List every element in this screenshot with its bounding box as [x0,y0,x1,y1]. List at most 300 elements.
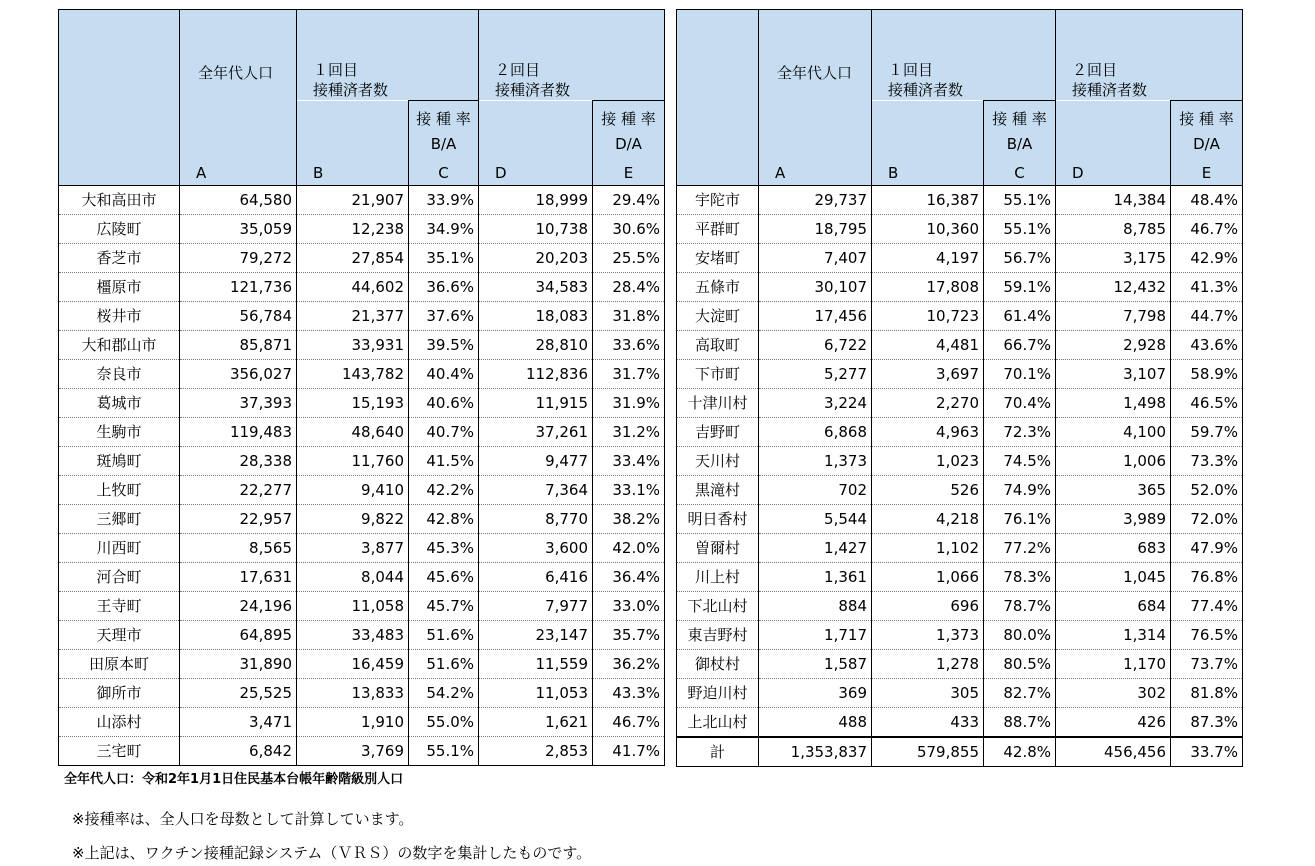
dose1-count-cell: 10,723 [872,301,984,330]
dose1-count-cell: 16,459 [297,649,409,678]
table-row [59,359,665,388]
total-dose1-rate-cell: 42.8% [984,737,1056,767]
table-row [677,272,1243,301]
table-row [59,591,665,620]
dose1-rate-cell: 78.7% [984,591,1056,620]
municipality-name: 下市町 [677,359,759,388]
municipality-name: 天川村 [677,446,759,475]
dose2-rate-cell: 31.2% [593,417,665,446]
dose2-rate-cell: 59.7% [1171,417,1243,446]
population-cell: 6,842 [180,736,297,765]
dose2-count-cell: 1,621 [479,707,593,736]
population-cell: 31,890 [180,649,297,678]
table-row [677,678,1243,707]
table-row [677,504,1243,533]
dose1-rate-cell: 36.6% [409,272,479,301]
dose1-count-cell: 3,769 [297,736,409,765]
dose1-count-cell: 12,238 [297,214,409,243]
header-letter-b: B [872,161,984,186]
municipality-name: 野迫川村 [677,678,759,707]
dose2-rate-cell: 41.7% [593,736,665,765]
header-dose1-bottom: 接種済者数 [888,81,964,99]
dose1-count-cell: 305 [872,678,984,707]
population-cell: 1,361 [759,562,872,591]
left-table-body [59,185,665,765]
dose1-count-cell: 44,602 [297,272,409,301]
header-dose1-top: １回目 [313,61,359,79]
dose1-count-cell: 21,907 [297,185,409,214]
dose2-rate-cell: 48.4% [1171,185,1243,214]
population-cell: 7,407 [759,243,872,272]
table-row [59,649,665,678]
total-dose2-rate-cell: 33.7% [1171,737,1243,767]
dose1-rate-cell: 45.7% [409,591,479,620]
dose1-rate-cell: 42.2% [409,475,479,504]
header-dose1-spacer [297,101,409,161]
dose1-count-cell: 9,822 [297,504,409,533]
dose1-rate-cell: 61.4% [984,301,1056,330]
header-letter-c: C [984,161,1056,186]
dose1-rate-cell: 66.7% [984,330,1056,359]
municipality-name: 田原本町 [59,649,180,678]
municipality-name: 高取町 [677,330,759,359]
dose1-rate-cell: 35.1% [409,243,479,272]
municipality-name: 大淀町 [677,301,759,330]
dose2-rate-cell: 44.7% [1171,301,1243,330]
dose2-count-cell: 3,600 [479,533,593,562]
municipality-name: 天理市 [59,620,180,649]
population-cell: 79,272 [180,243,297,272]
dose1-count-cell: 33,931 [297,330,409,359]
header-dose1 [872,10,1056,101]
dose2-count-cell: 9,477 [479,446,593,475]
dose1-count-cell: 433 [872,707,984,737]
dose2-rate-cell: 25.5% [593,243,665,272]
header-dose2-spacer [479,101,593,161]
dose1-count-cell: 15,193 [297,388,409,417]
dose1-rate-cell: 40.6% [409,388,479,417]
header-all-pop: 全年代人口 [180,10,297,161]
municipality-name: 王寺町 [59,591,180,620]
dose1-count-cell: 3,697 [872,359,984,388]
population-cell: 3,224 [759,388,872,417]
header-rate-label: 接 種 率 [1179,109,1234,128]
dose1-rate-cell: 45.3% [409,533,479,562]
header-dose1-bottom: 接種済者数 [313,81,389,99]
dose2-count-cell: 18,999 [479,185,593,214]
dose2-rate-cell: 36.2% [593,649,665,678]
rate-note: ※接種率は、全人口を母数として計算しています。 [72,810,414,828]
dose2-rate-cell: 58.9% [1171,359,1243,388]
dose1-count-cell: 1,066 [872,562,984,591]
dose1-count-cell: 4,218 [872,504,984,533]
dose1-rate-cell: 80.5% [984,649,1056,678]
dose1-count-cell: 16,387 [872,185,984,214]
dose2-count-cell: 4,100 [1056,417,1171,446]
municipality-name: 川西町 [59,533,180,562]
header-letter-d: D [479,161,593,186]
header-dose1-spacer [872,101,984,161]
dose2-rate-cell: 38.2% [593,504,665,533]
table-row [677,620,1243,649]
dose1-count-cell: 8,044 [297,562,409,591]
dose1-count-cell: 10,360 [872,214,984,243]
dose2-rate-cell: 52.0% [1171,475,1243,504]
dose2-count-cell: 1,170 [1056,649,1171,678]
dose1-count-cell: 2,270 [872,388,984,417]
population-cell: 28,338 [180,446,297,475]
dose1-rate-cell: 82.7% [984,678,1056,707]
population-cell: 369 [759,678,872,707]
population-cell: 17,631 [180,562,297,591]
table-row [677,388,1243,417]
dose2-count-cell: 7,798 [1056,301,1171,330]
population-cell: 356,027 [180,359,297,388]
dose1-rate-cell: 55.1% [984,185,1056,214]
header-dose2-top: ２回目 [495,61,541,79]
dose1-rate-cell: 77.2% [984,533,1056,562]
dose1-rate-cell: 34.9% [409,214,479,243]
dose2-count-cell: 112,836 [479,359,593,388]
table-row [677,417,1243,446]
dose1-rate-cell: 74.5% [984,446,1056,475]
header-letter-e: E [1171,161,1243,186]
population-cell: 884 [759,591,872,620]
population-cell: 1,587 [759,649,872,678]
dose2-count-cell: 6,416 [479,562,593,591]
dose2-count-cell: 28,810 [479,330,593,359]
dose1-count-cell: 4,197 [872,243,984,272]
dose1-rate-cell: 51.6% [409,620,479,649]
dose2-rate-cell: 31.8% [593,301,665,330]
dose1-count-cell: 1,910 [297,707,409,736]
header-dose1 [297,10,479,101]
population-cell: 29,737 [759,185,872,214]
table-row [677,214,1243,243]
municipality-name: 山添村 [59,707,180,736]
dose2-count-cell: 426 [1056,707,1171,737]
dose2-count-cell: 10,738 [479,214,593,243]
dose1-count-cell: 11,058 [297,591,409,620]
dose2-rate-cell: 42.9% [1171,243,1243,272]
source-note: 全年代人口：令和2年1月1日住民基本台帳年齢階級別人口 [64,772,404,787]
vrs-note: ※上記は、ワクチン接種記録システム（ＶＲＳ）の数字を集計したものです。 [72,844,592,862]
dose1-rate-cell: 40.7% [409,417,479,446]
dose2-count-cell: 23,147 [479,620,593,649]
dose2-count-cell: 365 [1056,475,1171,504]
dose2-count-cell: 1,314 [1056,620,1171,649]
header-letter-c: C [409,161,479,186]
dose2-rate-cell: 28.4% [593,272,665,301]
dose1-count-cell: 48,640 [297,417,409,446]
dose2-rate-cell: 73.7% [1171,649,1243,678]
dose2-rate-cell: 46.5% [1171,388,1243,417]
population-cell: 30,107 [759,272,872,301]
dose1-rate-cell: 80.0% [984,620,1056,649]
municipality-name: 吉野町 [677,417,759,446]
header-rate-da [1171,101,1243,161]
municipality-name: 河合町 [59,562,180,591]
population-cell: 8,565 [180,533,297,562]
right-table-body [677,185,1243,766]
table-row [59,388,665,417]
header-letter-a: A [759,161,872,186]
dose2-rate-cell: 77.4% [1171,591,1243,620]
dose2-rate-cell: 42.0% [593,533,665,562]
population-cell: 64,895 [180,620,297,649]
dose1-rate-cell: 45.6% [409,562,479,591]
right-vaccination-table [676,9,1243,767]
population-cell: 5,277 [759,359,872,388]
population-cell: 5,544 [759,504,872,533]
municipality-name: 上北山村 [677,707,759,737]
municipality-name: 生駒市 [59,417,180,446]
dose2-count-cell: 7,364 [479,475,593,504]
dose2-rate-cell: 33.4% [593,446,665,475]
dose2-count-cell: 11,053 [479,678,593,707]
dose2-rate-cell: 30.6% [593,214,665,243]
table-row [59,185,665,214]
header-dose2-bottom: 接種済者数 [1072,81,1148,99]
header-rate-formula: D/A [1193,134,1220,153]
dose1-rate-cell: 40.4% [409,359,479,388]
dose1-rate-cell: 55.0% [409,707,479,736]
dose1-count-cell: 13,833 [297,678,409,707]
dose1-count-cell: 27,854 [297,243,409,272]
municipality-name: 曽爾村 [677,533,759,562]
municipality-name: 桜井市 [59,301,180,330]
table-row [59,446,665,475]
population-cell: 22,957 [180,504,297,533]
dose2-rate-cell: 41.3% [1171,272,1243,301]
dose2-rate-cell: 46.7% [593,707,665,736]
table-row [59,620,665,649]
dose1-rate-cell: 70.1% [984,359,1056,388]
municipality-name: 平群町 [677,214,759,243]
table-row [677,359,1243,388]
table-row [59,475,665,504]
dose2-count-cell: 684 [1056,591,1171,620]
dose2-rate-cell: 33.6% [593,330,665,359]
municipality-name: 十津川村 [677,388,759,417]
municipality-name: 黒滝村 [677,475,759,504]
dose1-rate-cell: 74.9% [984,475,1056,504]
table-row [677,301,1243,330]
municipality-name: 広陵町 [59,214,180,243]
dose2-rate-cell: 36.4% [593,562,665,591]
dose2-rate-cell: 72.0% [1171,504,1243,533]
table-row [677,591,1243,620]
header-letter-a: A [180,161,297,186]
dose2-count-cell: 8,770 [479,504,593,533]
header-letter-e: E [593,161,665,186]
total-population-cell: 1,353,837 [759,737,872,767]
municipality-name: 葛城市 [59,388,180,417]
dose2-rate-cell: 76.5% [1171,620,1243,649]
dose1-rate-cell: 56.7% [984,243,1056,272]
dose2-rate-cell: 29.4% [593,185,665,214]
header-dose2 [1056,10,1243,101]
total-dose1-count-cell: 579,855 [872,737,984,767]
header-rate-formula: B/A [1006,134,1033,153]
header-rate-label: 接 種 率 [992,109,1047,128]
population-cell: 3,471 [180,707,297,736]
header-dose2-bottom: 接種済者数 [495,81,571,99]
dose2-rate-cell: 73.3% [1171,446,1243,475]
dose2-count-cell: 20,203 [479,243,593,272]
dose2-count-cell: 14,384 [1056,185,1171,214]
total-row [677,737,1243,767]
municipality-name: 川上村 [677,562,759,591]
municipality-name: 大和高田市 [59,185,180,214]
dose1-count-cell: 4,481 [872,330,984,359]
population-cell: 64,580 [180,185,297,214]
left-vaccination-table [58,9,665,766]
header-dose1-top: １回目 [888,61,934,79]
dose1-rate-cell: 51.6% [409,649,479,678]
dose1-rate-cell: 59.1% [984,272,1056,301]
dose1-rate-cell: 42.8% [409,504,479,533]
dose2-count-cell: 11,915 [479,388,593,417]
header-dose2-spacer [1056,101,1171,161]
population-cell: 17,456 [759,301,872,330]
header-all-pop: 全年代人口 [759,10,872,161]
dose2-count-cell: 2,928 [1056,330,1171,359]
dose2-rate-cell: 46.7% [1171,214,1243,243]
dose1-count-cell: 1,102 [872,533,984,562]
population-cell: 24,196 [180,591,297,620]
dose2-count-cell: 1,045 [1056,562,1171,591]
population-cell: 25,525 [180,678,297,707]
dose2-count-cell: 12,432 [1056,272,1171,301]
dose1-count-cell: 1,278 [872,649,984,678]
dose1-rate-cell: 70.4% [984,388,1056,417]
municipality-name: 三宅町 [59,736,180,765]
header-rate-label: 接 種 率 [601,109,656,128]
municipality-name: 奈良市 [59,359,180,388]
table-row [677,446,1243,475]
table-row [59,243,665,272]
population-cell: 37,393 [180,388,297,417]
dose2-count-cell: 683 [1056,533,1171,562]
dose1-count-cell: 1,373 [872,620,984,649]
header-dose2-top: ２回目 [1072,61,1118,79]
dose2-rate-cell: 81.8% [1171,678,1243,707]
municipality-name: 下北山村 [677,591,759,620]
dose2-count-cell: 3,175 [1056,243,1171,272]
municipality-name: 上牧町 [59,475,180,504]
header-rate-formula: B/A [430,134,457,153]
dose2-rate-cell: 43.3% [593,678,665,707]
table-row [59,330,665,359]
header-rate-label: 接 種 率 [416,109,471,128]
dose1-count-cell: 11,760 [297,446,409,475]
dose1-rate-cell: 55.1% [984,214,1056,243]
table-row [677,475,1243,504]
dose1-count-cell: 526 [872,475,984,504]
table-row [677,562,1243,591]
dose1-rate-cell: 37.6% [409,301,479,330]
population-cell: 1,427 [759,533,872,562]
total-dose2-count-cell: 456,456 [1056,737,1171,767]
municipality-name: 明日香村 [677,504,759,533]
header-municipality [59,10,180,186]
dose2-rate-cell: 87.3% [1171,707,1243,737]
population-cell: 1,373 [759,446,872,475]
table-row [677,707,1243,737]
table-row [677,330,1243,359]
dose1-count-cell: 1,023 [872,446,984,475]
dose1-count-cell: 17,808 [872,272,984,301]
population-cell: 35,059 [180,214,297,243]
table-row [59,272,665,301]
dose2-count-cell: 34,583 [479,272,593,301]
table-row [677,533,1243,562]
dose2-count-cell: 7,977 [479,591,593,620]
population-cell: 6,868 [759,417,872,446]
population-cell: 119,483 [180,417,297,446]
population-cell: 6,722 [759,330,872,359]
dose2-count-cell: 1,006 [1056,446,1171,475]
dose2-count-cell: 37,261 [479,417,593,446]
header-rate-formula: D/A [615,134,642,153]
municipality-name: 御杖村 [677,649,759,678]
dose2-rate-cell: 33.0% [593,591,665,620]
table-row [59,678,665,707]
table-row [59,504,665,533]
population-cell: 1,717 [759,620,872,649]
dose1-rate-cell: 72.3% [984,417,1056,446]
population-cell: 702 [759,475,872,504]
dose2-count-cell: 8,785 [1056,214,1171,243]
table-row [677,649,1243,678]
table-row [59,562,665,591]
dose2-count-cell: 1,498 [1056,388,1171,417]
municipality-name: 御所市 [59,678,180,707]
header-letter-d: D [1056,161,1171,186]
dose2-count-cell: 3,989 [1056,504,1171,533]
dose1-rate-cell: 41.5% [409,446,479,475]
dose2-count-cell: 3,107 [1056,359,1171,388]
table-row [677,243,1243,272]
table-row [59,417,665,446]
population-cell: 56,784 [180,301,297,330]
header-municipality [677,10,759,186]
table-row [59,736,665,765]
dose1-count-cell: 696 [872,591,984,620]
dose2-rate-cell: 33.1% [593,475,665,504]
dose1-rate-cell: 88.7% [984,707,1056,737]
header-rate-ba [409,101,479,161]
dose2-rate-cell: 35.7% [593,620,665,649]
population-cell: 121,736 [180,272,297,301]
dose1-rate-cell: 54.2% [409,678,479,707]
total-municipality-name: 計 [677,737,759,767]
population-cell: 488 [759,707,872,737]
table-row [677,185,1243,214]
dose1-rate-cell: 33.9% [409,185,479,214]
table-row [59,301,665,330]
dose2-count-cell: 11,559 [479,649,593,678]
header-rate-ba [984,101,1056,161]
dose1-count-cell: 3,877 [297,533,409,562]
dose2-rate-cell: 43.6% [1171,330,1243,359]
population-cell: 85,871 [180,330,297,359]
dose2-count-cell: 302 [1056,678,1171,707]
dose2-rate-cell: 47.9% [1171,533,1243,562]
header-rate-da [593,101,665,161]
dose1-count-cell: 33,483 [297,620,409,649]
